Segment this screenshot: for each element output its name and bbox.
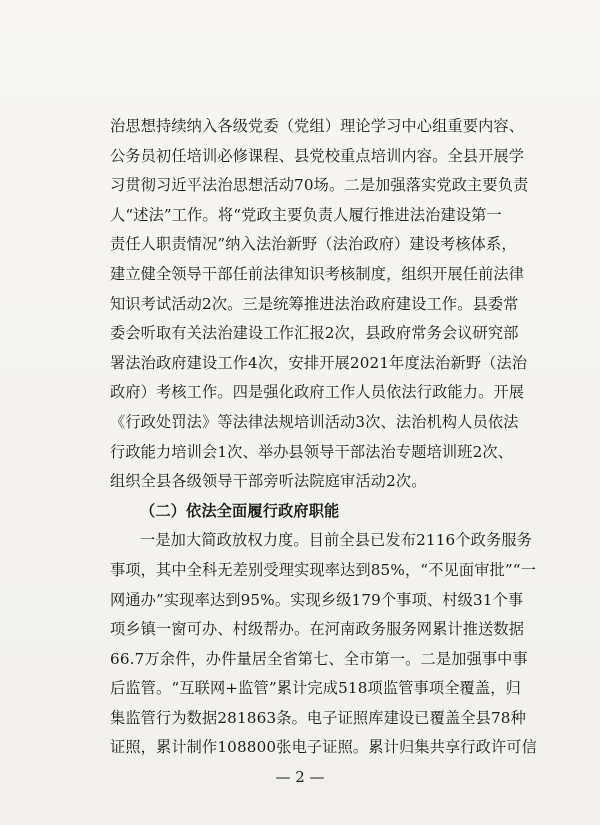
text-line: 公务员初任培训必修课程、县党校重点培训内容。全县开展学: [110, 146, 525, 165]
section-heading: （二）依法全面履行政府职能: [140, 501, 340, 520]
text-line: 署法治政府建设工作4次，安排开展2021年度法治新野（法治: [110, 353, 528, 372]
text-line: 责任人职责情况”纳入法治新野（法治政府）建设考核体系，: [110, 235, 517, 254]
text-line: 人“述法”工作。将“党政主要负责人履行推进法治建设第一: [110, 205, 502, 224]
text-line: 习贯彻习近平法治思想活动70场。二是加强落实党政主要负责: [110, 176, 529, 195]
text-line: 组织全县各级领导干部旁听法院庭审活动2次。: [110, 472, 427, 491]
text-line: 网通办”实现率达到95%。实现乡级179个事项、村级31个事: [110, 590, 524, 609]
text-line: 政府）考核工作。四是强化政府工作人员依法行政能力。开展: [110, 383, 525, 402]
text-line: 建立健全领导干部任前法律知识考核制度，组织开展任前法律: [110, 264, 525, 283]
text-line: 后监管。“互联网+监管”累计完成518项监管事项全覆盖，归: [110, 679, 521, 698]
text-line: 行政能力培训会1次、举办县领导干部法治专题培训班2次、: [110, 442, 514, 461]
text-line: 集监管行为数据281863条。电子证照库建设已覆盖全县78种: [110, 708, 526, 727]
text-line: 66.7万余件，办件量居全省第七、全市第一。二是加强事中事: [110, 649, 528, 668]
text-line: 一是加大简政放权力度。目前全县已发布2116个政务服务: [140, 531, 533, 550]
text-line: 知识考试活动2次。三是统筹推进法治政府建设工作。县委常: [110, 294, 519, 313]
text-line: 治思想持续纳入各级党委（党组）理论学习中心组重要内容、: [110, 117, 525, 135]
body-text: [110, 112, 550, 763]
text-line: 项乡镇一窗可办、村级帮办。在河南政务服务网累计推送数据: [110, 620, 525, 639]
page-number: — 2 —: [275, 768, 325, 786]
text-line: 证照，累计制作108800张电子证照。累计归集共享行政许可信: [110, 738, 537, 757]
text-line: 《行政处罚法》等法律法规培训活动3次、法治机构人员依法: [110, 412, 519, 431]
text-line: 事项，其中全科无差别受理实现率达到85%，“不见面审批”“一: [110, 560, 537, 579]
text-line: 委会听取有关法治建设工作汇报2次，县政府常务会议研究部: [110, 324, 519, 343]
